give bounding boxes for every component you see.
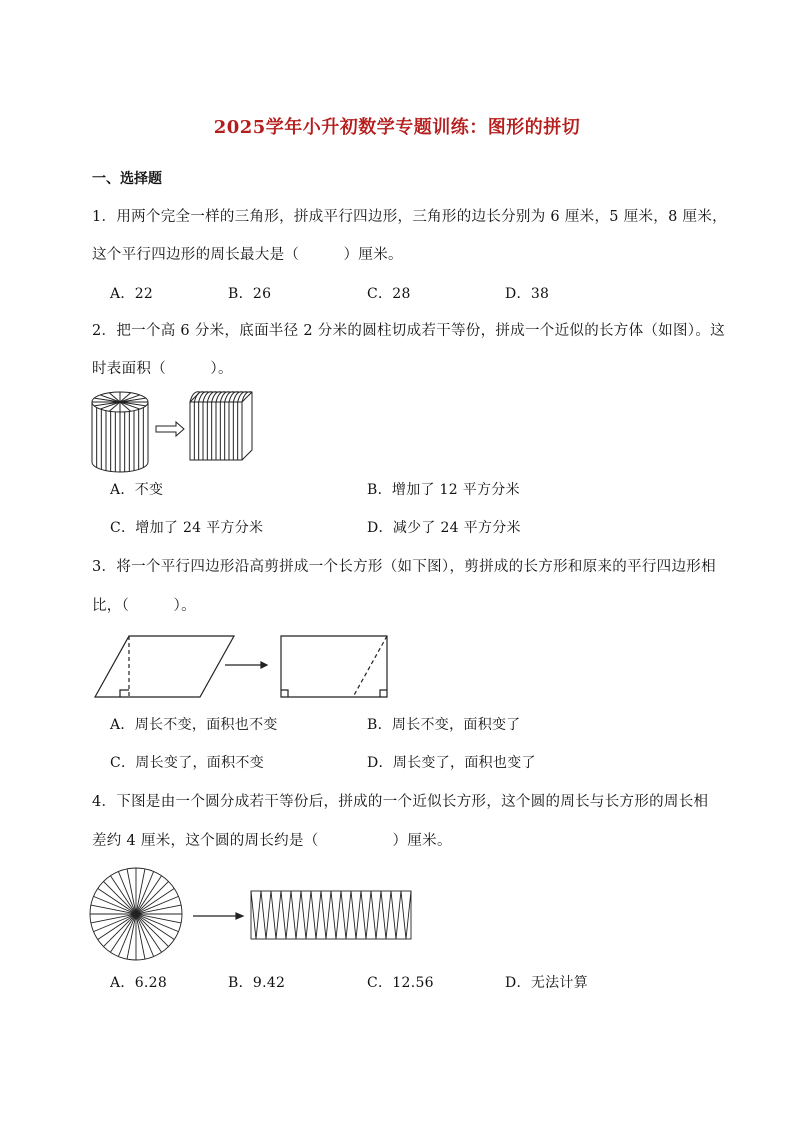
page-title: 2025学年小升初数学专题训练：图形的拼切 [213,117,581,138]
q1-option-d[interactable]: D．38 [505,286,550,302]
section-heading: 一、选择题 [92,171,162,187]
parallelogram-to-rectangle-figure [95,634,395,700]
q3-option-a[interactable]: A．周长不变，面积也不变 [110,717,278,733]
q2-text-line1: 2．把一个高 6 分米，底面半径 2 分米的圆柱切成若干等份，拼成一个近似的长方体（如图）。这 [92,323,725,339]
q1-option-c[interactable]: C．28 [367,286,411,302]
circle-to-rectangle-figure [88,864,418,964]
q3-text-line1: 3．将一个平行四边形沿高剪拼成一个长方形（如下图），剪拼成的长方形和原来的平行四边形相 [92,559,716,575]
q2-text-line2: 时表面积（ ）。 [92,361,233,377]
q4-text-line2: 差约 4 厘米，这个圆的周长约是（ ）厘米。 [92,833,452,849]
q4-option-b[interactable]: B．9.42 [228,975,286,991]
q2-option-b[interactable]: B．增加了 12 平方分米 [367,482,520,498]
q1-option-b[interactable]: B．26 [228,286,272,302]
q3-option-b[interactable]: B．周长不变，面积变了 [367,717,521,733]
cylinder-to-cuboid-figure [90,388,260,468]
q4-option-a[interactable]: A．6.28 [110,975,168,991]
q4-option-c[interactable]: C．12.56 [367,975,434,991]
q2-option-d[interactable]: D．减少了 24 平方分米 [367,520,521,536]
q4-option-d[interactable]: D．无法计算 [505,975,589,991]
q3-text-line2: 比，（ ）。 [92,598,196,614]
q4-text-line1: 4．下图是由一个圆分成若干等份后，拼成的一个近似长方形，这个圆的周长与长方形的周长相 [92,794,709,810]
q1-text-line1: 1．用两个完全一样的三角形，拼成平行四边形，三角形的边长分别为 6 厘米，5 厘米，8 厘米， [92,209,727,225]
q1-option-a[interactable]: A．22 [110,286,154,302]
q2-option-c[interactable]: C．增加了 24 平方分米 [110,520,264,536]
q1-text-line2: 这个平行四边形的周长最大是（ ）厘米。 [92,247,403,263]
q2-option-a[interactable]: A．不变 [110,482,164,498]
q3-option-c[interactable]: C．周长变了，面积不变 [110,755,265,771]
q3-option-d[interactable]: D．周长变了，面积也变了 [367,755,536,771]
